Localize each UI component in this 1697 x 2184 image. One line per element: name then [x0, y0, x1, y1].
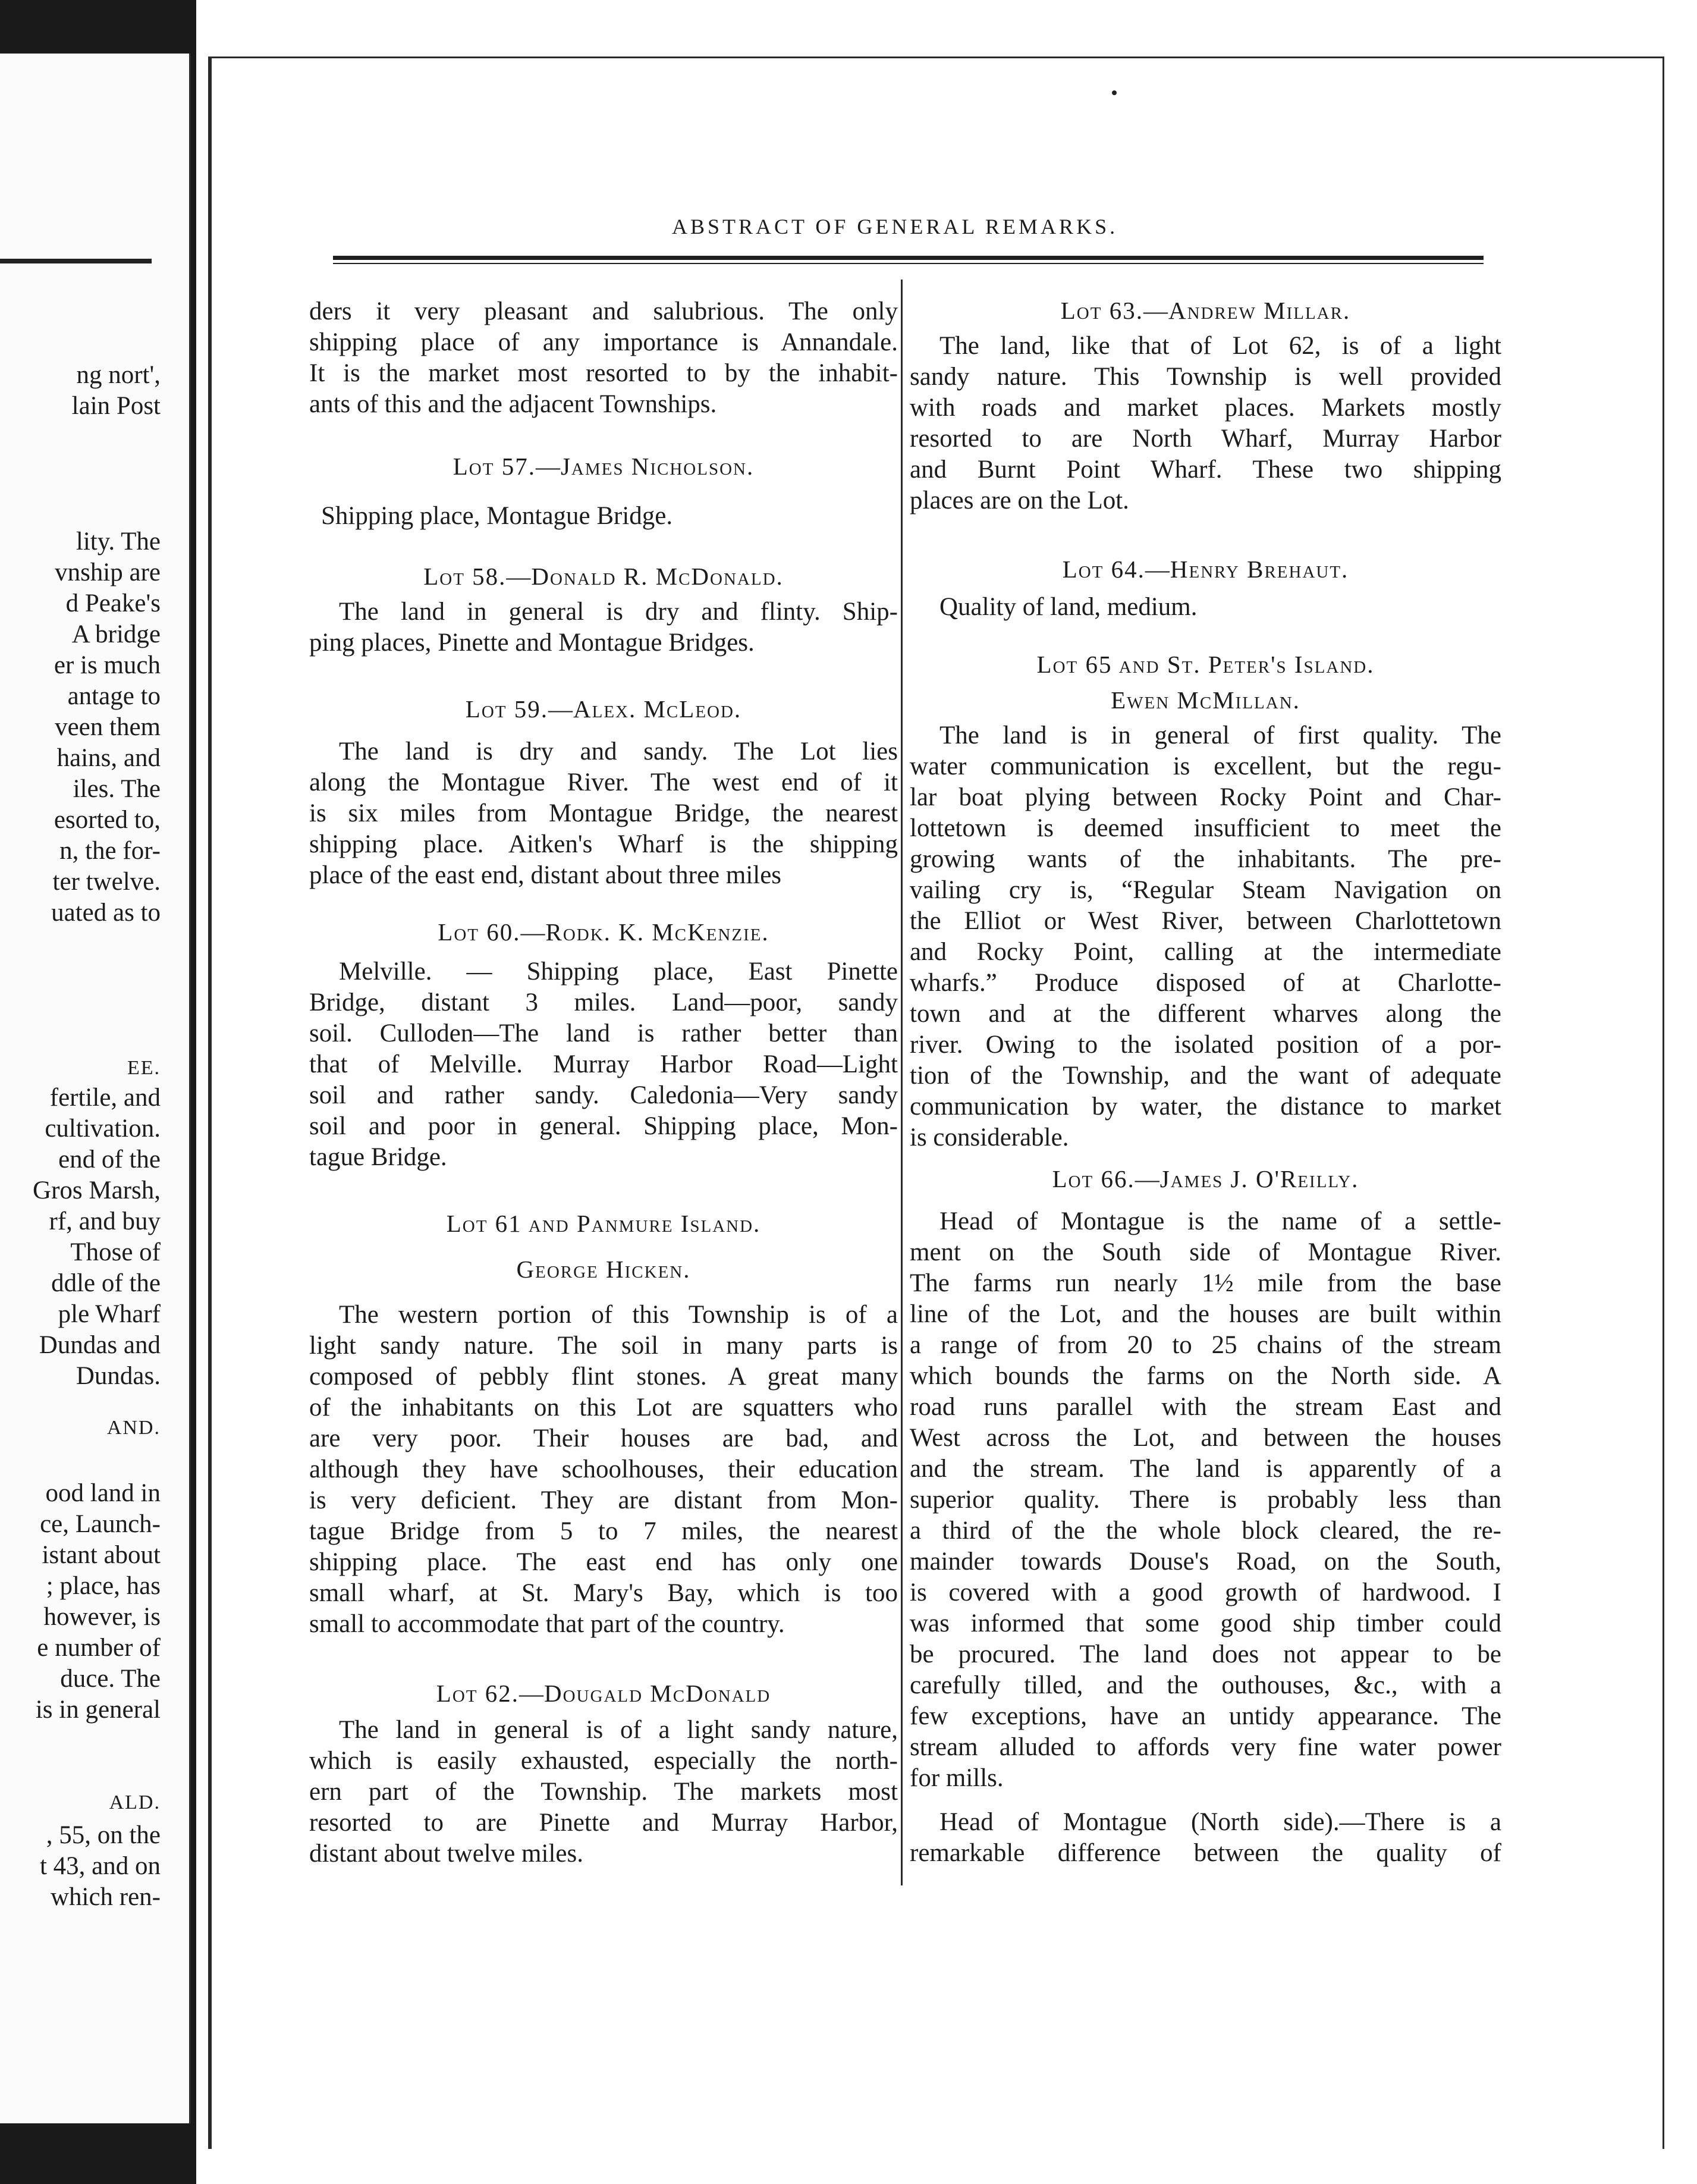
text-line: is six miles from Montague Bridge, the nearest	[309, 799, 898, 827]
facing-page-line: ter twelve.	[52, 868, 161, 896]
facing-page-line: lity. The	[76, 528, 161, 556]
facing-page-line: Those of	[70, 1238, 161, 1266]
facing-page-line: ddle of the	[51, 1269, 161, 1297]
facing-page-line: n, the for-	[59, 837, 161, 865]
lot-number: Lot 65	[1036, 651, 1113, 678]
proprietor-name: Ewen McMillan.	[1111, 686, 1300, 714]
header-rule	[333, 256, 1484, 260]
text-line: Melville. — Shipping place, East Pinette	[339, 958, 898, 986]
text-line: along the Montague River. The west end of it	[309, 768, 898, 796]
facing-page-line: , 55, on the	[46, 1821, 161, 1849]
lot-heading: Lot 57.—James Nicholson.	[452, 453, 755, 480]
facing-page-line: ce, Launch-	[40, 1510, 161, 1538]
facing-page-line: ng nort',	[76, 361, 161, 389]
text-line: few exceptions, have an untidy appearance. The	[910, 1702, 1501, 1730]
text-line: shipping place. Aitken's Wharf is the shipping	[309, 830, 898, 858]
facing-page-line: er is much	[54, 651, 161, 679]
proprietor-name: James Nicholson.	[560, 453, 755, 480]
text-line: with roads and market places. Markets mostly	[910, 394, 1501, 422]
remark-paragraph	[910, 1206, 1501, 1794]
proprietor-name: Rodk. K. McKenzie.	[545, 918, 769, 946]
text-line: Bridge, distant 3 miles. Land—poor, sandy	[309, 989, 898, 1016]
facing-page-line: hains, and	[56, 744, 161, 772]
text-line: a range of from 20 to 25 chains of the stream	[910, 1331, 1501, 1359]
facing-page-line: e number of	[37, 1634, 161, 1662]
text-line: The farms run nearly 1½ mile from the base	[910, 1269, 1501, 1297]
proprietor-name: James J. O'Reilly.	[1159, 1165, 1359, 1193]
lot-heading: Lot 66.—James J. O'Reilly.	[1052, 1165, 1359, 1193]
text-line: remarkable difference between the quality of	[910, 1839, 1501, 1867]
remark-paragraph	[910, 720, 1501, 1153]
text-line: the Elliot or West River, between Charlottetown	[910, 907, 1501, 935]
text-line: soil and poor in general. Shipping place, Mon-	[309, 1112, 898, 1140]
text-line: ern part of the Township. The markets most	[309, 1778, 898, 1806]
facing-page-rule	[0, 259, 152, 263]
text-line: and Burnt Point Wharf. These two shipping	[910, 456, 1501, 484]
lot-number: Lot 64.	[1062, 556, 1145, 583]
facing-page-line: EE.	[127, 1057, 161, 1079]
remark-paragraph	[309, 736, 898, 891]
text-line: ants of this and the adjacent Townships.	[309, 390, 717, 418]
facing-page-fragment	[0, 54, 191, 2123]
facing-page-line: is in general	[35, 1696, 161, 1724]
text-line: which bounds the farms on the North side. A	[910, 1362, 1501, 1390]
remark-paragraph	[309, 956, 898, 1173]
text-line: Head of Montague (North side).—There is a	[939, 1808, 1501, 1836]
text-line: is very deficient. They are distant from Mon-	[309, 1486, 898, 1514]
text-line: line of the Lot, and the houses are built within	[910, 1300, 1501, 1328]
text-line: mainder towards Douse's Road, on the South,	[910, 1548, 1501, 1576]
facing-page-line: Gros Marsh,	[33, 1176, 161, 1204]
lot-heading: Lot 58.—Donald R. McDonald.	[423, 563, 784, 590]
text-line: soil and rather sandy. Caledonia—Very sandy	[309, 1081, 898, 1109]
proprietor-name: and Panmure Island.	[528, 1210, 761, 1237]
text-line: tague Bridge.	[309, 1143, 447, 1171]
facing-page-line: esorted to,	[54, 806, 161, 834]
text-line: of the inhabitants on this Lot are squatters who	[309, 1394, 898, 1422]
proprietor-name: Alex. McLeod.	[573, 695, 742, 723]
facing-page-line: antage to	[67, 682, 161, 710]
text-line: and Rocky Point, calling at the intermediate	[910, 938, 1501, 966]
text-line: vailing cry is, “Regular Steam Navigation on	[910, 876, 1501, 904]
text-line: town and at the different wharves along the	[910, 1000, 1501, 1028]
text-line: Head of Montague is the name of a settle-	[939, 1207, 1501, 1235]
running-head: ABSTRACT OF GENERAL REMARKS.	[672, 215, 1118, 239]
text-line: The land, like that of Lot 62, is of a light	[939, 332, 1501, 360]
proprietor-name: Andrew Millar.	[1168, 297, 1351, 324]
facing-page-line: iles. The	[73, 775, 161, 803]
facing-page-line: A bridge	[71, 620, 161, 648]
text-line: and the stream. The land is apparently of a	[910, 1455, 1501, 1483]
text-line: ment on the South side of Montague River.	[910, 1238, 1501, 1266]
proprietor-name: and St. Peter's Island.	[1118, 651, 1375, 678]
text-line: small to accommodate that part of the country.	[309, 1610, 785, 1638]
proprietor-name: Dougald McDonald	[544, 1680, 771, 1707]
remark-line: Quality of land, medium.	[939, 593, 1198, 621]
lot-number: Lot 66.	[1052, 1165, 1135, 1193]
facing-page-line: vnship are	[55, 558, 161, 586]
facing-page-line: duce. The	[60, 1665, 161, 1693]
proprietor-subheading	[309, 1255, 898, 1284]
column-divider	[901, 280, 903, 1885]
facing-page-line: ple Wharf	[58, 1300, 161, 1328]
lot-number: Lot 59.	[465, 695, 548, 723]
lot-heading	[309, 1209, 898, 1238]
facing-page-line: uated as to	[51, 899, 161, 927]
text-line: The land is dry and sandy. The Lot lies	[339, 738, 898, 765]
facing-page-line: lain Post	[71, 392, 161, 420]
text-line: The land in general is of a light sandy nature,	[339, 1716, 898, 1744]
text-line: The western portion of this Township is of a	[339, 1301, 898, 1329]
lot-number: Lot 58.	[423, 563, 507, 590]
text-line: road runs parallel with the stream East and	[910, 1393, 1501, 1421]
text-line: shipping place. The east end has only one	[309, 1548, 898, 1576]
text-line: river. Owing to the isolated position of a por-	[910, 1031, 1501, 1059]
text-line: wharfs.” Produce disposed of at Charlotte-	[910, 969, 1501, 997]
facing-page-line: istant about	[42, 1541, 161, 1569]
lot-heading: Lot 63.—Andrew Millar.	[1060, 297, 1351, 324]
text-line: The land is in general of first quality. The	[939, 721, 1501, 749]
text-line: for mills.	[910, 1764, 1004, 1792]
text-line: shipping place of any importance is Annandale.	[309, 328, 898, 356]
text-line: was informed that some good ship timber could	[910, 1609, 1501, 1637]
text-line: The land in general is dry and flinty. Ship-	[339, 598, 898, 626]
lot-heading: Lot 60.—Rodk. K. McKenzie.	[438, 918, 769, 946]
text-line: lottetown is deemed insufficient to meet the	[910, 814, 1501, 842]
text-line: which is easily exhausted, especially the north-	[309, 1747, 898, 1775]
facing-page-line: fertile, and	[49, 1084, 161, 1112]
facing-page-line: ood land in	[45, 1479, 161, 1507]
text-line: are very poor. Their houses are bad, and	[309, 1424, 898, 1452]
facing-page-line: Dundas and	[39, 1331, 161, 1359]
text-line: superior quality. There is probably less than	[910, 1486, 1501, 1514]
facing-page-line: end of the	[58, 1146, 161, 1173]
facing-page-line: which ren-	[50, 1883, 161, 1911]
text-line: tague Bridge from 5 to 7 miles, the nearest	[309, 1517, 898, 1545]
facing-page-line: Dundas.	[76, 1362, 161, 1390]
text-line: soil. Culloden—The land is rather better than	[309, 1019, 898, 1047]
text-line: that of Melville. Murray Harbor Road—Light	[309, 1050, 898, 1078]
text-line: ping places, Pinette and Montague Bridges.	[309, 629, 755, 657]
text-line: light sandy nature. The soil in many parts is	[309, 1332, 898, 1360]
facing-page-line: AND.	[106, 1417, 161, 1439]
text-line: It is the market most resorted to by the inhabit-	[309, 359, 898, 387]
text-line: be procured. The land does not appear to be	[910, 1640, 1501, 1668]
text-line: places are on the Lot.	[910, 487, 1129, 514]
text-line: small wharf, at St. Mary's Bay, which is too	[309, 1579, 898, 1607]
header-rule-thin	[333, 263, 1484, 264]
lot-number: Lot 57.	[452, 453, 536, 480]
text-line: is covered with a good growth of hardwood. I	[910, 1579, 1501, 1606]
facing-page-line: d Peake's	[65, 589, 161, 617]
remark-paragraph	[309, 597, 898, 658]
text-line: growing wants of the inhabitants. The pre-	[910, 845, 1501, 873]
text-line: water communication is excellent, but the regu-	[910, 752, 1501, 780]
lot-number: Lot 61	[446, 1210, 522, 1237]
ink-speck	[1112, 90, 1117, 95]
proprietor-subheading	[910, 686, 1501, 714]
remark-paragraph	[309, 1300, 898, 1640]
text-line: distant about twelve miles.	[309, 1840, 583, 1868]
lot-heading	[910, 650, 1501, 679]
text-line: ders it very pleasant and salubrious. The only	[309, 297, 898, 325]
facing-page-line: rf, and buy	[49, 1207, 161, 1235]
lot-heading: Lot 64.—Henry Brehaut.	[1062, 556, 1349, 583]
text-line: a third of the the whole block cleared, the re-	[910, 1517, 1501, 1545]
text-line: resorted to are Pinette and Murray Harbor,	[309, 1809, 898, 1837]
remark-paragraph	[910, 331, 1501, 516]
lot-heading: Lot 62.—Dougald McDonald	[436, 1680, 771, 1707]
lot-number: Lot 62.	[436, 1680, 519, 1707]
text-line: communication by water, the distance to market	[910, 1093, 1501, 1121]
text-line: stream alluded to affords very fine water power	[910, 1733, 1501, 1761]
text-line: sandy nature. This Township is well provided	[910, 363, 1501, 391]
facing-page-line: however, is	[43, 1603, 161, 1631]
proprietor-name: George Hicken.	[516, 1256, 691, 1283]
facing-page-line: t 43, and on	[39, 1852, 161, 1880]
text-line: carefully tilled, and the outhouses, &c., with a	[910, 1671, 1501, 1699]
proprietor-name: Donald R. McDonald.	[531, 563, 784, 590]
text-line: tion of the Township, and the want of adequate	[910, 1062, 1501, 1090]
remark-line: Shipping place, Montague Bridge.	[321, 502, 673, 530]
proprietor-name: Henry Brehaut.	[1170, 556, 1349, 583]
facing-page-line: ALD.	[109, 1791, 161, 1813]
lot-number: Lot 63.	[1060, 297, 1143, 324]
text-line: is considerable.	[910, 1124, 1069, 1151]
text-line: although they have schoolhouses, their education	[309, 1455, 898, 1483]
remark-paragraph	[309, 1715, 898, 1869]
text-line: place of the east end, distant about three miles	[309, 861, 782, 889]
lot-number: Lot 60.	[438, 918, 521, 946]
text-line: composed of pebbly flint stones. A great many	[309, 1363, 898, 1391]
remark-paragraph	[910, 1807, 1501, 1869]
lot-heading: Lot 59.—Alex. McLeod.	[465, 695, 742, 723]
text-line: resorted to are North Wharf, Murray Harbor	[910, 425, 1501, 453]
remark-paragraph	[309, 296, 898, 420]
text-line: lar boat plying between Rocky Point and Char-	[910, 783, 1501, 811]
facing-page-line: cultivation.	[45, 1115, 161, 1143]
facing-page-line: ; place, has	[46, 1572, 161, 1600]
facing-page-line: veen them	[55, 713, 161, 741]
text-line: West across the Lot, and between the houses	[910, 1424, 1501, 1452]
